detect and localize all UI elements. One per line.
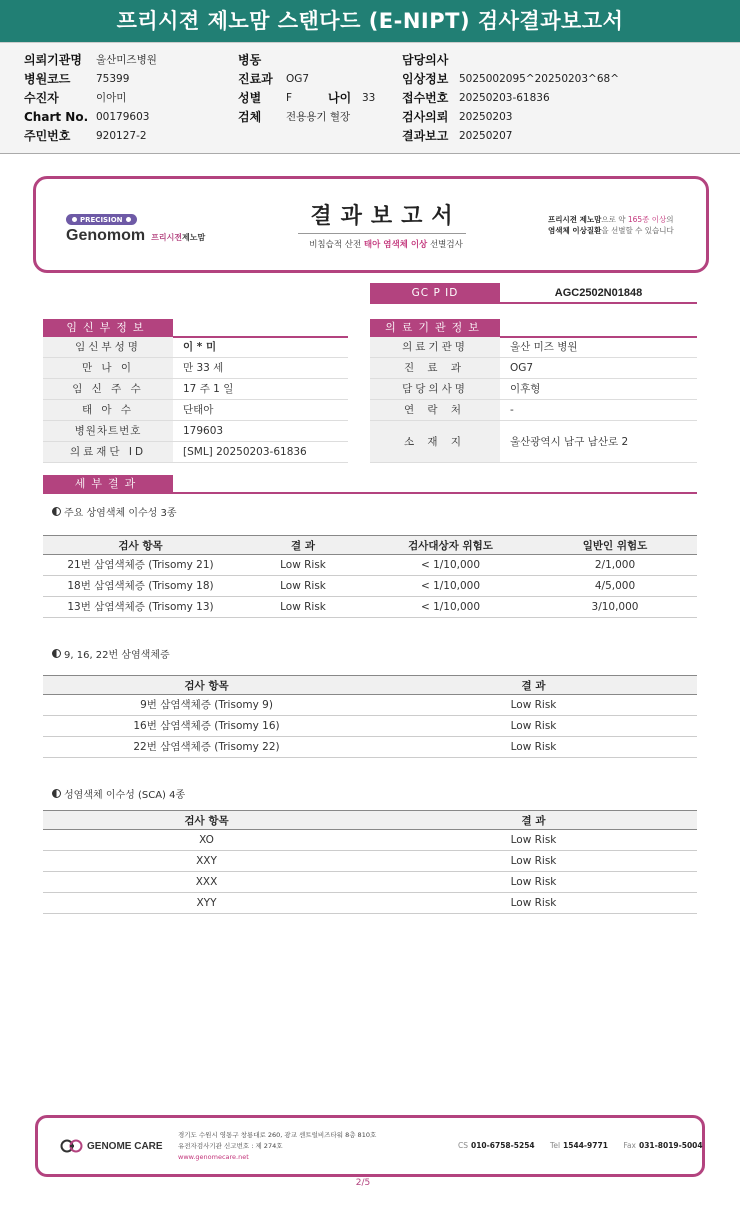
header-row — [238, 69, 375, 88]
header-row — [402, 69, 619, 88]
field-label: 임상정보 — [402, 72, 449, 86]
cell-subject-risk: < 1/10,000 — [420, 580, 481, 592]
page-number: 2/5 — [355, 1178, 371, 1188]
field-label: 수진자 — [24, 91, 59, 105]
sca-results-table — [43, 810, 697, 914]
cs-number: 010-6758-5254 — [471, 1141, 535, 1150]
cell-test-item: 9번 삼염색체증 (Trisomy 9) — [140, 699, 273, 711]
cell-result: Low Risk — [280, 601, 326, 613]
cell-test-item: XXY — [196, 855, 217, 867]
row-value: 단태아 — [183, 404, 214, 416]
field-label: 담당의사 — [402, 53, 449, 67]
pregnant-info-header: 임신부정보 — [43, 319, 173, 337]
autosomal-results-table — [43, 535, 697, 618]
field-value: 이아미 — [96, 92, 127, 104]
report-subtitle — [256, 238, 516, 250]
dot-icon — [126, 217, 131, 222]
column-header: 검사대상자 위험도 — [408, 540, 493, 552]
header-row — [402, 88, 619, 107]
logo-word: Genomom — [66, 227, 146, 244]
header-row — [24, 50, 157, 69]
row-value: 17 주 1 일 — [183, 383, 234, 395]
table1-heading-text: 주요 상염색체 이수성 3종 — [64, 508, 177, 519]
cell-result: Low Risk — [280, 559, 326, 571]
field-label: 결과보고 — [402, 129, 449, 143]
table-row — [43, 893, 697, 914]
table-row — [370, 421, 697, 463]
institution-info-header: 의료기관정보 — [370, 319, 500, 337]
footer-license: 유전자검사기관 신고번호 : 제 274호 — [178, 1142, 283, 1150]
table2-heading-text: 9, 16, 22번 삼염색체증 — [64, 650, 170, 661]
tagline-text-3: 을 선별할 수 있습니다 — [601, 226, 674, 235]
subtitle-b: 선별검사 — [427, 240, 463, 250]
table3-heading — [52, 786, 185, 801]
cell-result: Low Risk — [280, 580, 326, 592]
cell-result: Low Risk — [510, 855, 557, 867]
fax-number: 031-8019-5004 — [638, 1141, 703, 1150]
table-row — [370, 400, 697, 421]
cell-test-item: 21번 삼염색체증 (Trisomy 21) — [67, 559, 214, 571]
table-row — [370, 379, 697, 400]
half-circle-icon — [52, 507, 61, 516]
field-value: 울산미즈병원 — [96, 54, 157, 66]
field-value: 920127-2 — [96, 129, 147, 142]
row-label: 의료재단 ID — [43, 442, 173, 462]
table-row — [43, 442, 348, 463]
cell-general-risk: 4/5,000 — [594, 580, 636, 592]
row-label: 임 신 주 수 — [43, 379, 173, 399]
row-label: 연 락 처 — [370, 400, 500, 420]
gcp-id-label: GC P ID — [370, 283, 500, 302]
table-row — [43, 379, 348, 400]
field-value-age: 33 — [362, 91, 376, 104]
row-value: 이후형 — [510, 383, 541, 395]
subtitle-highlight: 태아 염색체 이상 — [363, 240, 428, 250]
logo-sub-a: 프리시젼 — [151, 233, 183, 242]
header-row — [238, 107, 375, 126]
field-value: 전용용기 혈장 — [286, 111, 351, 123]
cell-test-item: 18번 삼염색체증 (Trisomy 18) — [67, 580, 214, 592]
cell-test-item: 22번 삼염색체증 (Trisomy 22) — [133, 741, 280, 753]
tel-label: Tel — [550, 1141, 561, 1150]
table-header — [43, 810, 697, 830]
column-header: 결 과 — [521, 815, 546, 827]
field-label: 병원코드 — [24, 72, 71, 86]
header-row — [24, 88, 157, 107]
row-label: 만 나 이 — [43, 358, 173, 378]
row-value: 179603 — [183, 425, 224, 437]
table-row — [370, 358, 697, 379]
column-header: 검사 항목 — [184, 815, 229, 827]
header-column-2 — [238, 50, 375, 126]
table-row — [43, 695, 697, 716]
genome-care-logo-icon — [60, 1139, 84, 1153]
header-column-3 — [402, 50, 619, 145]
field-label: 진료과 — [238, 72, 273, 86]
header-row — [402, 50, 619, 69]
footer-website-link[interactable]: www.genomecare.net — [178, 1153, 249, 1161]
cell-general-risk: 3/10,000 — [591, 601, 639, 613]
fax-label: Fax — [623, 1141, 636, 1150]
header-row — [24, 107, 157, 126]
tagline-text-1: 으로 약 — [601, 215, 628, 224]
header-column-1 — [24, 50, 157, 145]
tagline-line-2 — [548, 225, 698, 236]
institution-info-table — [370, 337, 697, 463]
table-row — [43, 830, 697, 851]
tagline-bold-1: 프리시젼 제노맘 — [548, 215, 602, 224]
row-label: 소 재 지 — [370, 421, 500, 462]
pregnant-info-table — [43, 337, 348, 463]
cell-test-item: XO — [199, 834, 214, 846]
row-value: OG7 — [510, 362, 534, 374]
table-header — [43, 675, 697, 695]
details-header: 세부결과 — [43, 475, 173, 493]
row-label: 진 료 과 — [370, 358, 500, 378]
genomom-logo — [66, 212, 205, 245]
header-row — [24, 69, 157, 88]
header-row — [402, 107, 619, 126]
gcp-id-value: AGC2502N01848 — [554, 287, 643, 299]
field-value: 00179603 — [96, 110, 150, 123]
subtitle-a: 비침습적 산전 — [309, 240, 364, 250]
column-header: 검사 항목 — [118, 540, 163, 552]
company-name: GENOME CARE — [87, 1140, 163, 1152]
table-row — [43, 872, 697, 893]
field-label: 검체 — [238, 110, 262, 124]
table-row — [43, 851, 697, 872]
section-divider — [43, 492, 697, 494]
field-label: 성별 — [238, 91, 262, 105]
logo-sub-b: 제노맘 — [182, 233, 206, 242]
tagline-bold-2: 염색체 이상질환 — [548, 226, 602, 235]
tagline-highlight: 165종 이상 — [627, 215, 667, 224]
field-value: F — [286, 91, 293, 104]
field-value: 20250203-61836 — [459, 91, 550, 104]
footer-contacts — [458, 1141, 703, 1150]
field-value: OG7 — [286, 72, 310, 85]
tagline-line-1 — [548, 214, 698, 225]
cell-result: Low Risk — [510, 897, 557, 909]
footer-address-block — [178, 1130, 376, 1163]
footer-address: 경기도 수원시 영통구 창룡대로 260, 광교 센트럴비즈타워 8층 810호 — [178, 1131, 377, 1139]
header-row — [402, 126, 619, 145]
tagline-text-2: 의 — [666, 215, 674, 224]
row-value: 만 33 세 — [183, 362, 224, 374]
row-label: 담당의사명 — [370, 379, 500, 399]
header-row — [24, 126, 157, 145]
column-header: 결 과 — [291, 540, 315, 552]
cell-result: Low Risk — [510, 876, 557, 888]
table-row — [43, 576, 697, 597]
cell-result: Low Risk — [510, 834, 557, 846]
cell-result: Low Risk — [510, 741, 557, 753]
cell-subject-risk: < 1/10,000 — [420, 559, 481, 571]
table-row — [43, 597, 697, 618]
cell-test-item: 16번 삼염색체증 (Trisomy 16) — [133, 720, 280, 732]
report-title-frame — [33, 176, 709, 273]
table2-heading — [52, 646, 170, 661]
logo-main — [66, 227, 205, 245]
table3-heading-text: 성염색체 이수성 (SCA) 4종 — [64, 790, 186, 801]
table1-heading — [52, 504, 177, 519]
cell-test-item: XYY — [196, 897, 217, 909]
column-header: 검사 항목 — [184, 680, 229, 692]
field-value: 20250207 — [459, 129, 513, 142]
trisomy-results-table — [43, 675, 697, 758]
table-row — [43, 555, 697, 576]
footer-frame — [35, 1115, 705, 1177]
genome-care-logo — [60, 1139, 163, 1153]
table-row — [43, 337, 348, 358]
header-row — [238, 88, 375, 107]
row-label: 임신부성명 — [43, 337, 173, 357]
cell-subject-risk: < 1/10,000 — [420, 601, 481, 613]
field-value: 5025002095^20250203^68^ — [459, 72, 620, 85]
field-value: 75399 — [96, 72, 130, 85]
table-row — [43, 400, 348, 421]
cell-result: Low Risk — [510, 720, 557, 732]
row-value: 울산 미즈 병원 — [510, 341, 578, 353]
precision-badge — [66, 214, 137, 225]
field-label: Chart No. — [24, 109, 89, 124]
row-value: - — [510, 404, 514, 416]
field-label: 의뢰기관명 — [24, 53, 82, 67]
row-value: 이 * 미 — [183, 341, 217, 353]
table-row — [370, 337, 697, 358]
row-value: 울산광역시 남구 남산로 2 — [510, 436, 629, 448]
field-label: 병동 — [238, 53, 262, 67]
field-value: 20250203 — [459, 110, 513, 123]
table-row — [43, 737, 697, 758]
cs-label: CS — [458, 1141, 468, 1150]
row-value: [SML] 20250203-61836 — [183, 446, 307, 458]
table-row — [43, 421, 348, 442]
column-header: 일반인 위험도 — [582, 540, 648, 552]
row-label: 병원차트번호 — [43, 421, 173, 441]
gcp-id-row — [370, 283, 697, 304]
logo-sub — [151, 232, 205, 243]
half-circle-icon — [52, 789, 61, 798]
column-header: 결 과 — [521, 680, 546, 692]
row-label: 태 아 수 — [43, 400, 173, 420]
half-circle-icon — [52, 649, 61, 658]
dot-icon — [72, 217, 77, 222]
report-title: 결과보고서 — [310, 203, 462, 229]
table-row — [43, 358, 348, 379]
row-label: 의료기관명 — [370, 337, 500, 357]
cell-test-item: XXX — [195, 876, 218, 888]
header-row — [238, 50, 375, 69]
title-divider — [298, 233, 466, 234]
tel-number: 1544-9771 — [563, 1141, 608, 1150]
field-label-age: 나이 — [328, 91, 352, 105]
cell-general-risk: 2/1,000 — [594, 559, 636, 571]
table-header — [43, 535, 697, 555]
patient-info-header — [0, 42, 740, 154]
field-label: 검사의뢰 — [402, 110, 449, 124]
report-tagline — [548, 214, 698, 236]
cell-test-item: 13번 삼염색체증 (Trisomy 13) — [67, 601, 214, 613]
field-label: 접수번호 — [402, 91, 449, 105]
table-row — [43, 716, 697, 737]
cell-result: Low Risk — [510, 699, 557, 711]
field-label: 주민번호 — [24, 129, 71, 143]
report-banner-title: 프리시젼 제노맘 스탠다드 (E-NIPT) 검사결과보고서 — [0, 0, 740, 42]
badge-label: PRECISION — [80, 215, 123, 224]
